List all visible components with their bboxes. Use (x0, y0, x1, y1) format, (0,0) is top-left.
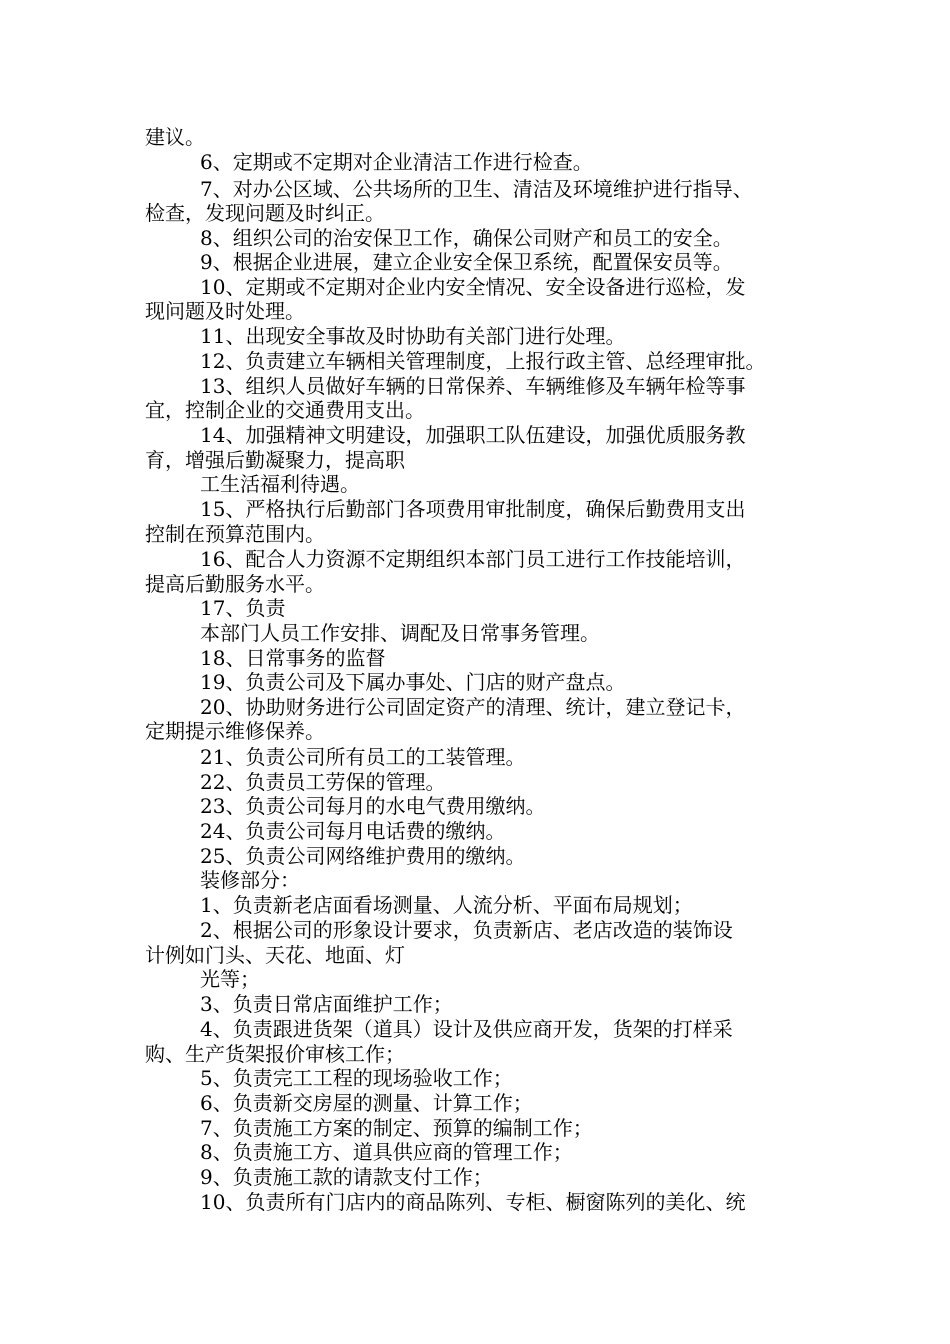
text-line: 14、加强精神文明建设，加强职工队伍建设，加强优质服务教 (200, 423, 746, 447)
text-line: 育，增强后勤凝聚力，提高职 (145, 448, 405, 472)
text-line: 8、负责施工方、道具供应商的管理工作； (200, 1140, 573, 1164)
text-line: 18、日常事务的监督 (200, 646, 386, 670)
text-line: 16、配合人力资源不定期组织本部门员工进行工作技能培训， (200, 547, 746, 571)
text-line: 8、组织公司的治安保卫工作，确保公司财产和员工的安全。 (200, 226, 733, 250)
text-line: 5、负责完工工程的现场验收工作； (200, 1066, 513, 1090)
text-line: 13、组织人员做好车辆的日常保养、车辆维修及车辆年检等事 (200, 374, 746, 398)
text-line: 23、负责公司每月的水电气费用缴纳。 (200, 794, 546, 818)
text-line: 6、负责新交房屋的测量、计算工作； (200, 1091, 533, 1115)
text-line: 7、负责施工方案的制定、预算的编制工作； (200, 1116, 593, 1140)
text-line: 24、负责公司每月电话费的缴纳。 (200, 819, 506, 843)
text-line: 25、负责公司网络维护费用的缴纳。 (200, 844, 526, 868)
text-line: 控制在预算范围内。 (145, 522, 325, 546)
text-line: 6、定期或不定期对企业清洁工作进行检查。 (200, 150, 593, 174)
text-line: 22、负责员工劳保的管理。 (200, 770, 446, 794)
text-line: 21、负责公司所有员工的工装管理。 (200, 745, 526, 769)
text-line: 本部门人员工作安排、调配及日常事务管理。 (200, 621, 600, 645)
text-line: 9、根据企业进展，建立企业安全保卫系统，配置保安员等。 (200, 250, 733, 274)
text-line: 1、负责新老店面看场测量、人流分析、平面布局规划； (200, 893, 693, 917)
text-line: 提高后勤服务水平。 (145, 572, 325, 596)
text-line: 15、严格执行后勤部门各项费用审批制度，确保后勤费用支出 (200, 497, 746, 521)
text-line: 17、负责 (200, 596, 286, 620)
text-line: 购、生产货架报价审核工作； (145, 1042, 405, 1066)
text-line: 工生活福利待遇。 (200, 472, 360, 496)
text-line: 宜，控制企业的交通费用支出。 (145, 398, 425, 422)
text-line: 10、定期或不定期对企业内安全情况、安全设备进行巡检，发 (200, 275, 746, 299)
text-line: 20、协助财务进行公司固定资产的清理、统计，建立登记卡， (200, 695, 746, 719)
section-heading: 装修部分： (200, 868, 300, 892)
text-line: 4、负责跟进货架（道具）设计及供应商开发，货架的打样采 (200, 1017, 733, 1041)
text-line: 7、对办公区域、公共场所的卫生、清洁及环境维护进行指导、 (200, 177, 753, 201)
text-line: 12、负责建立车辆相关管理制度，上报行政主管、总经理审批。 (200, 349, 766, 373)
text-line: 光等； (200, 967, 260, 991)
text-line: 定期提示维修保养。 (145, 719, 325, 743)
text-line: 11、出现安全事故及时协助有关部门进行处理。 (200, 324, 626, 348)
text-line: 19、负责公司及下属办事处、门店的财产盘点。 (200, 670, 626, 694)
text-line: 计例如门头、天花、地面、灯 (145, 943, 405, 967)
text-line: 建议。 (145, 125, 205, 149)
text-line: 10、负责所有门店内的商品陈列、专柜、橱窗陈列的美化、统 (200, 1190, 746, 1214)
text-line: 9、负责施工款的请款支付工作； (200, 1165, 493, 1189)
text-line: 现问题及时处理。 (145, 299, 305, 323)
text-line: 2、根据公司的形象设计要求，负责新店、老店改造的装饰设 (200, 918, 733, 942)
text-line: 3、负责日常店面维护工作； (200, 992, 453, 1016)
text-line: 检查，发现问题及时纠正。 (145, 201, 385, 225)
